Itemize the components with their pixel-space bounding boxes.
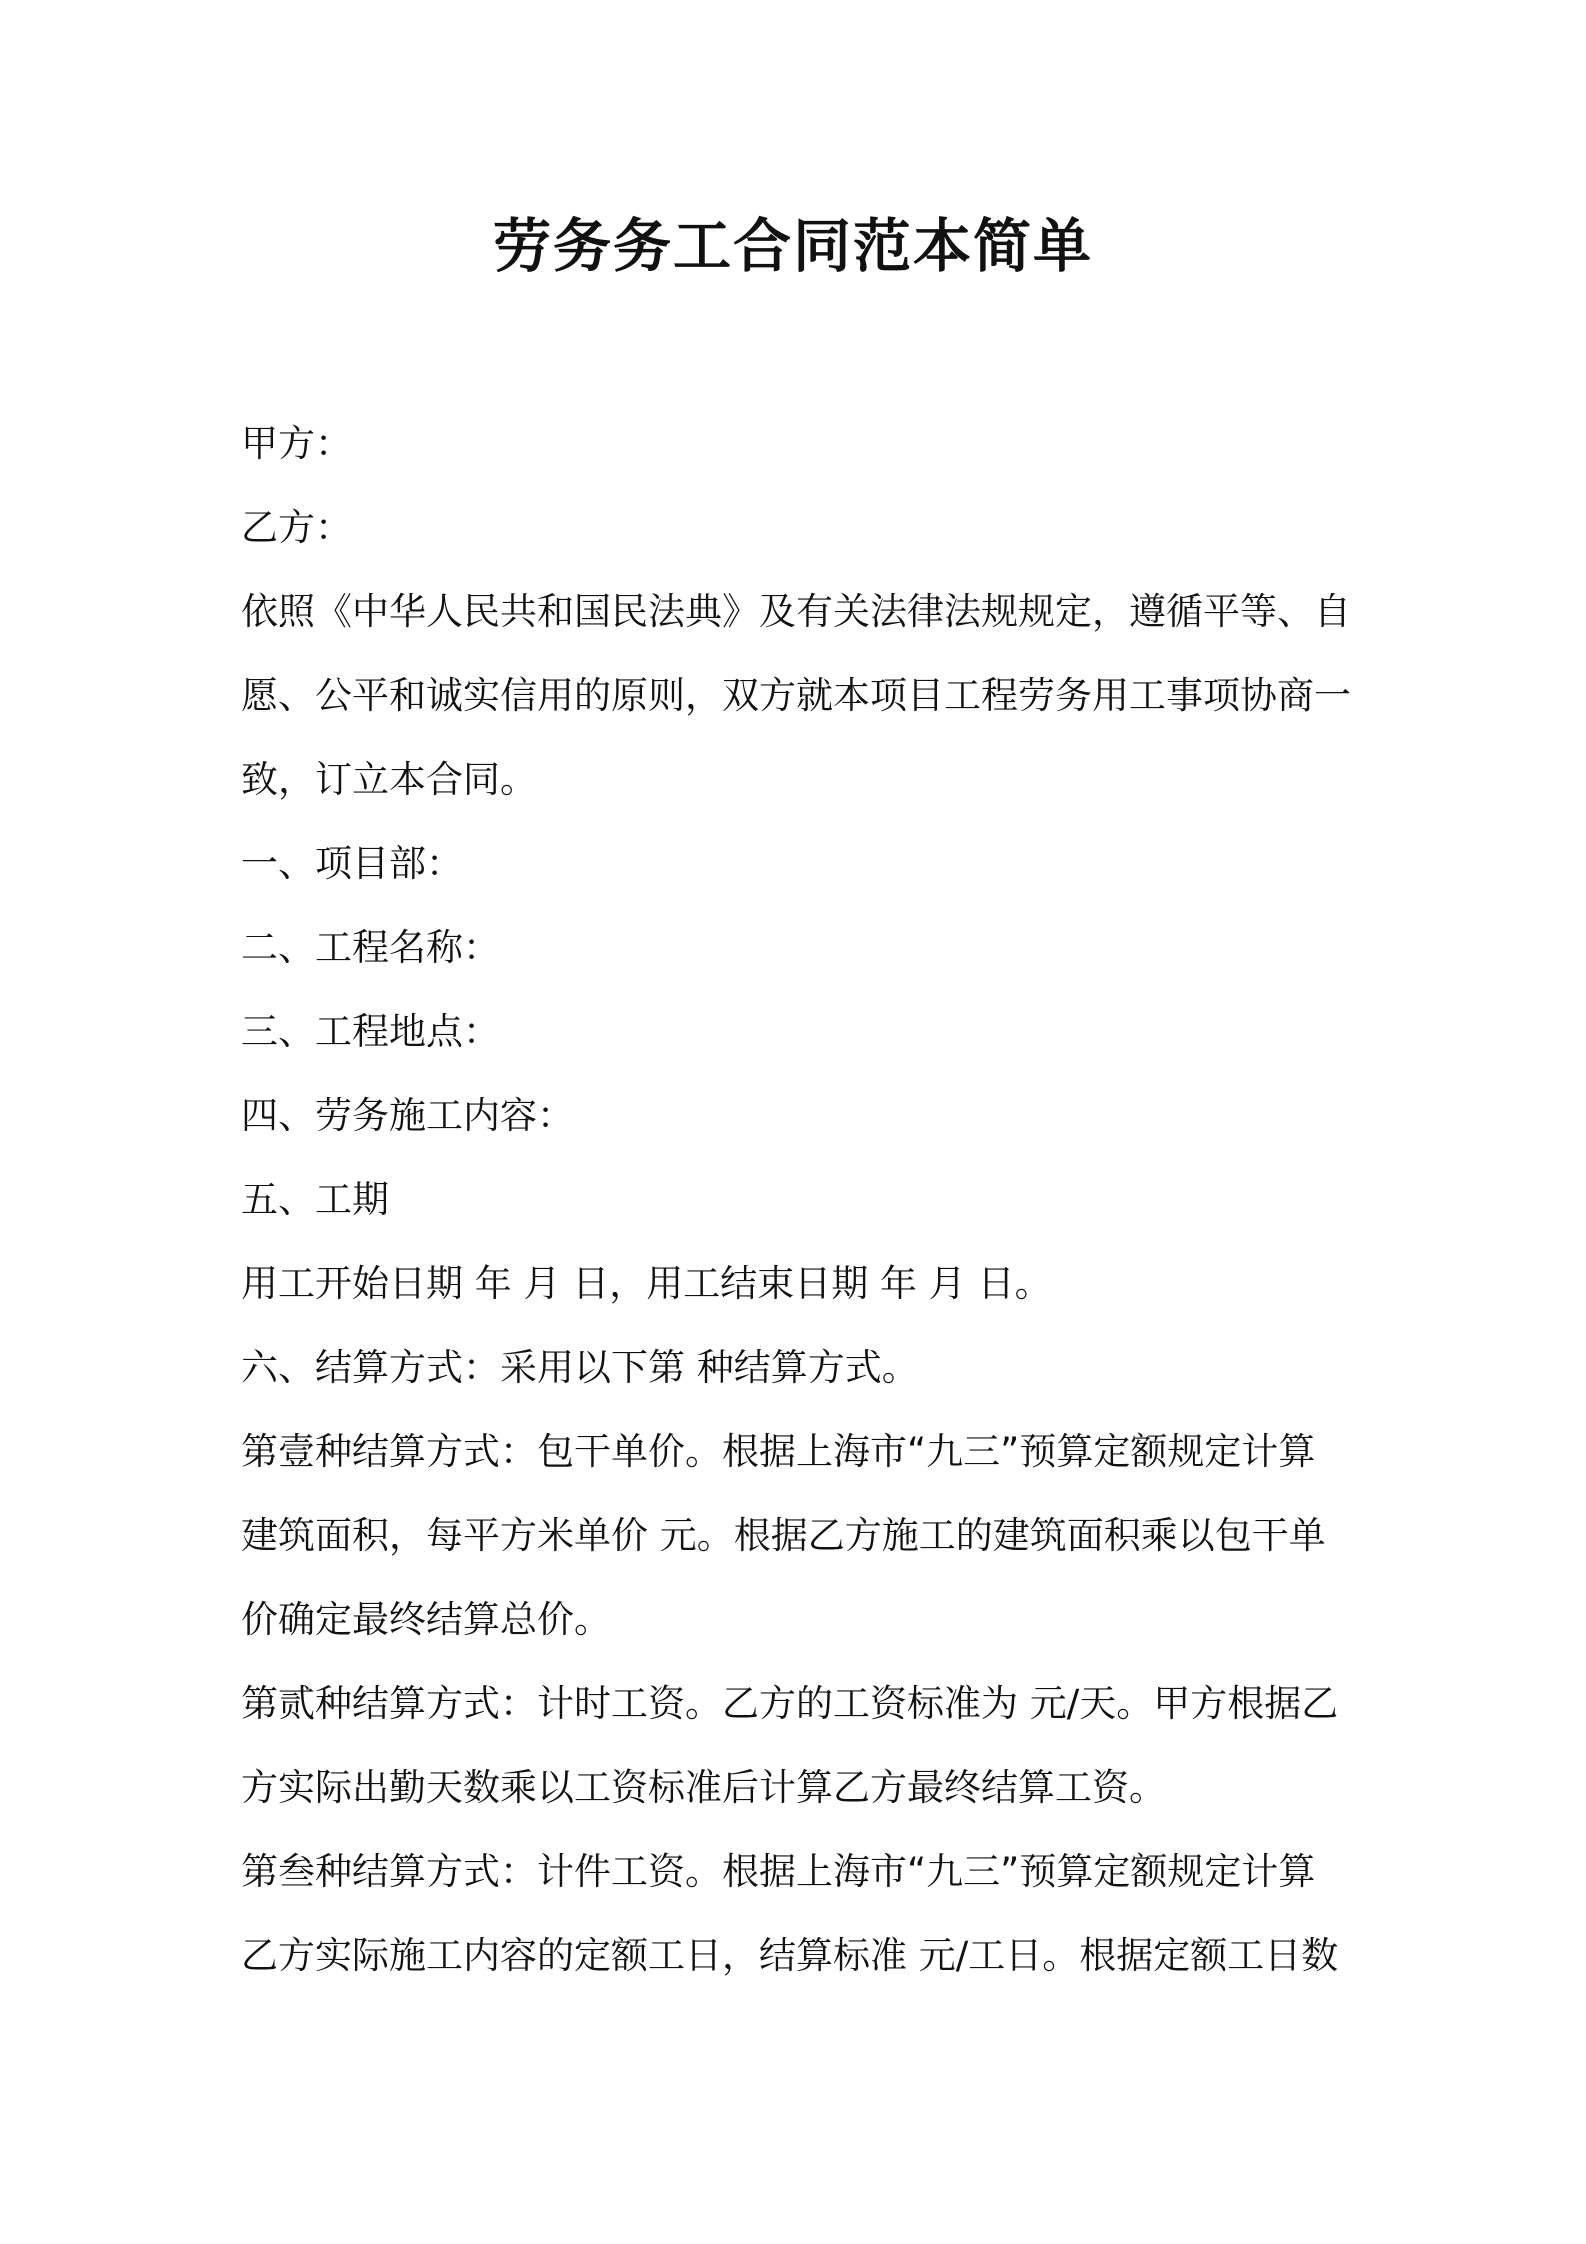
settlement-method-1-line-3: 价确定最终结算总价。 [241, 1598, 611, 1641]
section-labor-content: 四、劳务施工内容： [241, 1094, 574, 1137]
settlement-method-3-line-2: 乙方实际施工内容的定额工日，结算标准 元/工日。根据定额工日数 [241, 1934, 1339, 1977]
section-project-dept: 一、项目部： [241, 842, 463, 885]
settlement-method-1-line-2: 建筑面积，每平方米单价 元。根据乙方施工的建筑面积乘以包干单 [241, 1514, 1326, 1557]
section-project-location: 三、工程地点： [241, 1010, 500, 1053]
duration-dates-line: 用工开始日期 年 月 日，用工结束日期 年 月 日。 [241, 1262, 1052, 1305]
settlement-method-1-line-1: 第壹种结算方式：包干单价。根据上海市“九三”预算定额规定计算 [241, 1430, 1316, 1473]
preamble-line-3: 致，订立本合同。 [241, 758, 537, 801]
settlement-method-2-line-2: 方实际出勤天数乘以工资标准后计算乙方最终结算工资。 [241, 1766, 1166, 1809]
section-project-name: 二、工程名称： [241, 926, 500, 969]
preamble-line-1: 依照《中华人民共和国民法典》及有关法律法规规定，遵循平等、自 [241, 590, 1351, 633]
preamble-line-2: 愿、公平和诚实信用的原则，双方就本项目工程劳务用工事项协商一 [241, 674, 1351, 717]
settlement-method-3-line-1: 第叁种结算方式：计件工资。根据上海市“九三”预算定额规定计算 [241, 1850, 1316, 1893]
party-a-line: 甲方： [241, 422, 352, 465]
document-body [241, 402, 1359, 1998]
party-b-line: 乙方： [241, 506, 352, 549]
document-title: 劳务务工合同范本简单 [492, 212, 1093, 280]
settlement-method-2-line-1: 第贰种结算方式：计时工资。乙方的工资标准为 元/天。甲方根据乙 [241, 1682, 1339, 1725]
section-settlement: 六、结算方式：采用以下第 种结算方式。 [241, 1346, 919, 1389]
section-duration: 五、工期 [241, 1178, 389, 1221]
